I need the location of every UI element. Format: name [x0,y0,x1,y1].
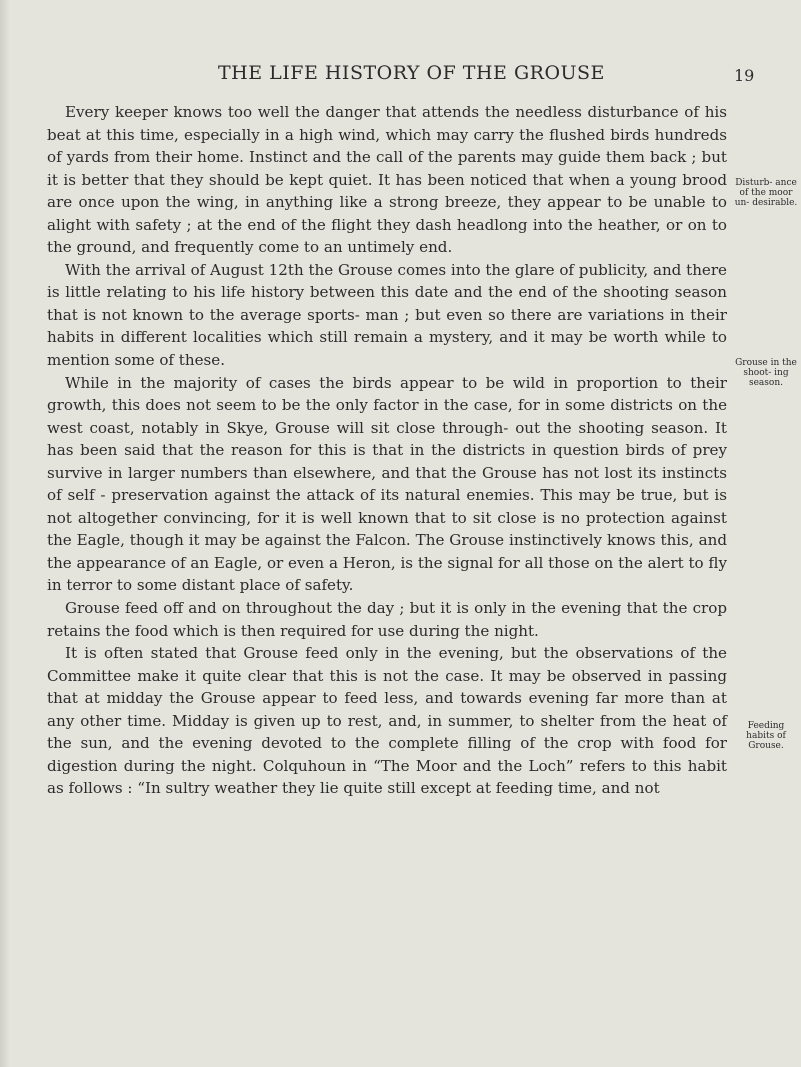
margin-note-shooting-season: Grouse in the shoot- ing season. [735,358,797,388]
paragraph-sitting-close: While in the majority of cases the birds appear to be wild in proportion to their growth, this does not seem to be the only factor in the case, for in some districts on the west coast, notably in Skye, Grouse will sit close through- out the shooting season. It has been said that the reason for this is that in the districts in question birds of prey survive in larger numbers than elsewhere, and that the Grouse has not lost its instincts of self - preservation against the attack of its natural enemies. This may be true, but is not altogether convincing, for it is well known that to sit close is no protection against the Eagle, though it may be against the Falcon. The Grouse instinctively knows this, and the appearance of an Eagle, or even a Heron, is the signal for all those on the alert to fly in terror to some distant place of safety. [47,373,727,595]
page-number: 19 [734,66,755,85]
margin-note-feeding-habits: Feeding habits of Grouse. [746,721,786,751]
page-header [0,62,801,88]
body-text [47,101,727,800]
margin-notes [734,0,798,1067]
margin-note-disturbance: Disturb- ance of the moor un- desirable. [734,178,798,208]
running-head: THE LIFE HISTORY OF THE GROUSE [218,62,605,84]
paragraph-disturbance: Every keeper knows too well the danger that attends the needless disturbance of his beat at this time, especially in a high wind, which may carry the flushed birds hundreds of yards from their home. Instinct and the call of the parents may guide them back ; but it is better that they should be kept quiet. It has been noticed that when a young brood are once upon the wing, in anything like a strong breeze, they appear to be unable to alight with safety ; at the end of the flight they dash headlong into the heather, or on to the ground, and frequently come to an untimely end. [47,103,727,257]
paragraph-evening-feeding: It is often stated that Grouse feed only in the evening, but the observations of the Committee make it quite clear that this is not the case. It may be observed in passing that at midday the Grouse appear to feed less, and towards evening far more than at any other time. Midday is given up to rest, and, in summer, to shelter from the heat of the sun, and the evening devoted to the complete filling of the crop with food for digestion during the night. Colquhoun in “The Moor and the Loch” refers to this habit as follows : “In sultry weather they lie quite still except at feeding time, and not [47,644,727,798]
paragraph-august-12th: With the arrival of August 12th the Grouse comes into the glare of publicity, and there is little relating to his life history between this date and the end of the shooting season that is not known to the average sports- man ; but even so there are variations in their habits in different localities which still remain a mystery, and it may be worth while to mention some of these. [47,260,727,370]
page-edge [0,0,10,1067]
paragraph-feeding: Grouse feed off and on throughout the day ; but it is only in the evening that the crop retains the food which is then required for use during the night. [47,599,727,640]
